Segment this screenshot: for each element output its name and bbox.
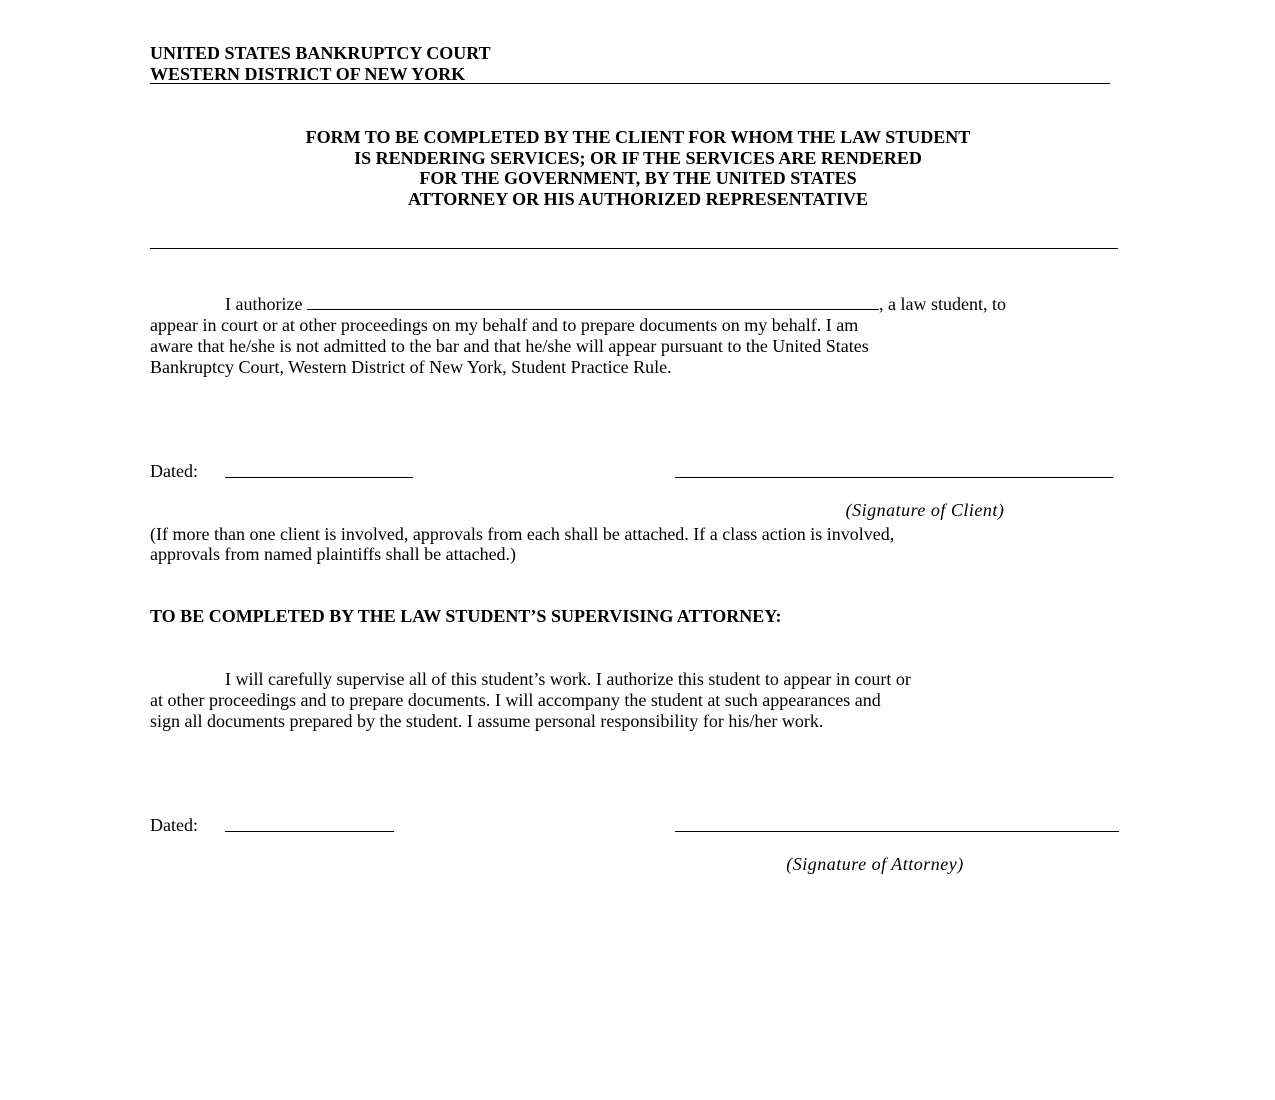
authorize-prefix: I authorize xyxy=(225,294,303,314)
district-name: WESTERN DISTRICT OF NEW YORK xyxy=(150,64,466,84)
client-date-field[interactable] xyxy=(225,477,413,478)
multi-client-note-line-1: (If more than one client is involved, approvals from each shall be attached. If a class action is involved, xyxy=(150,524,895,544)
law-student-name-field[interactable] xyxy=(307,295,879,310)
client-signature-caption: (Signature of Client) xyxy=(845,500,1005,520)
form-title-line-3: FOR THE GOVERNMENT, BY THE UNITED STATES xyxy=(419,168,857,188)
authorize-line xyxy=(225,294,1006,315)
form-title-line-1: FORM TO BE COMPLETED BY THE CLIENT FOR WHOM THE LAW STUDENT xyxy=(305,127,971,147)
authorize-suffix: , a law student, to xyxy=(878,294,1006,314)
attorney-dated-label: Dated: xyxy=(150,815,198,835)
client-dated-label: Dated: xyxy=(150,461,198,481)
attorney-paragraph-line-1: I will carefully supervise all of this student’s work. I authorize this student to appear in court or xyxy=(225,669,911,689)
attorney-signature-caption: (Signature of Attorney) xyxy=(786,854,964,874)
section-divider xyxy=(150,248,1118,249)
attorney-date-field[interactable] xyxy=(225,831,394,832)
attorney-paragraph-line-3: sign all documents prepared by the student. I assume personal responsibility for his/her work. xyxy=(150,711,824,731)
attorney-section-heading: TO BE COMPLETED BY THE LAW STUDENT’S SUPERVISING ATTORNEY: xyxy=(150,606,782,626)
district-underline xyxy=(150,64,1110,84)
client-signature-field[interactable] xyxy=(675,477,1113,478)
form-title-line-2: IS RENDERING SERVICES; OR IF THE SERVICES ARE RENDERED xyxy=(354,148,922,168)
client-paragraph-line-3: Bankruptcy Court, Western District of New York, Student Practice Rule. xyxy=(150,357,672,377)
attorney-paragraph-line-2: at other proceedings and to prepare documents. I will accompany the student at such appearances and xyxy=(150,690,881,710)
form-title-line-4: ATTORNEY OR HIS AUTHORIZED REPRESENTATIVE xyxy=(407,189,869,209)
attorney-signature-field[interactable] xyxy=(675,831,1119,832)
client-paragraph-line-2: aware that he/she is not admitted to the bar and that he/she will appear pursuant to the United States xyxy=(150,336,869,356)
multi-client-note-line-2: approvals from named plaintiffs shall be attached.) xyxy=(150,544,517,564)
court-name: UNITED STATES BANKRUPTCY COURT xyxy=(150,43,491,63)
client-paragraph-line-1: appear in court or at other proceedings on my behalf and to prepare documents on my behalf. I am xyxy=(150,315,859,335)
